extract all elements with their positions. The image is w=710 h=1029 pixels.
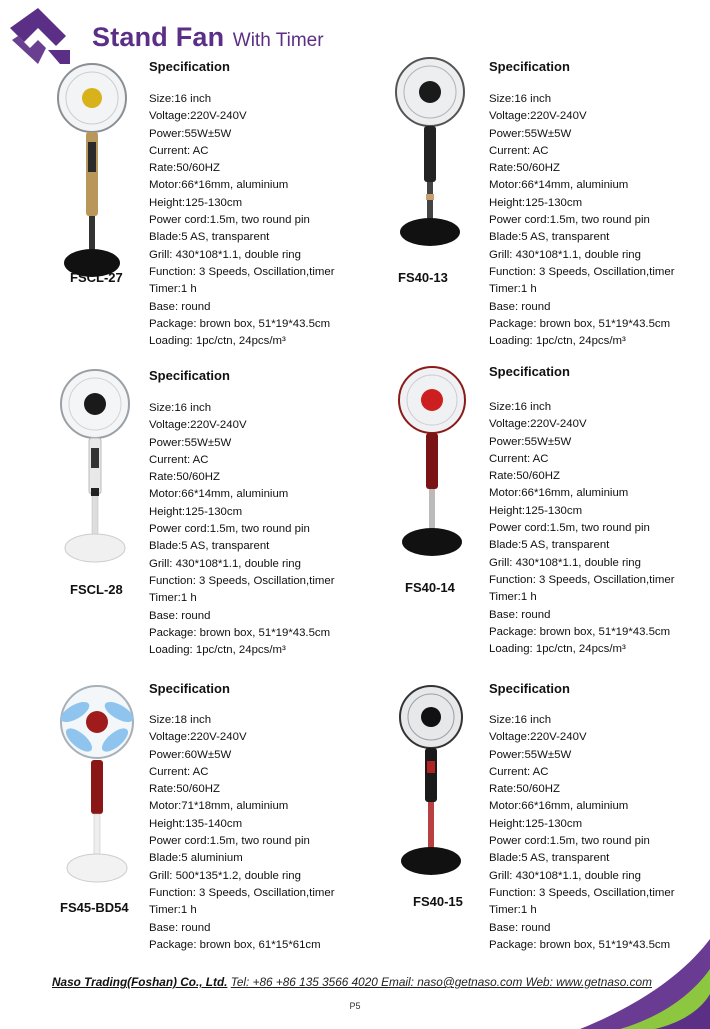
spec-item: Loading: 1pc/ctn, 24pcs/m³ xyxy=(149,335,286,348)
spec-item: Voltage:220V-240V xyxy=(149,419,247,432)
spec-item: Package: brown box, 61*15*61cm xyxy=(149,938,321,951)
spec-item: Timer:1 h xyxy=(489,591,537,604)
spec-item: Height:125-130cm xyxy=(489,196,583,209)
spec-item: Function: 3 Speeds, Oscillation,timer xyxy=(489,886,675,899)
spec-item: Power:60W±5W xyxy=(149,748,232,761)
spec-list xyxy=(149,400,335,659)
spec-item: Package: brown box, 51*19*43.5cm xyxy=(489,625,671,638)
spec-item: Size:16 inch xyxy=(489,714,552,726)
spec-item: Function: 3 Speeds, Oscillation,timer xyxy=(149,886,335,899)
spec-item: Power:55W±5W xyxy=(149,127,232,140)
spec-item: Grill: 430*108*1.1, double ring xyxy=(489,248,641,261)
spec-item: Motor:66*14mm, aluminium xyxy=(489,179,629,192)
spec-item: Package: brown box, 51*19*43.5cm xyxy=(149,626,331,639)
spec-item: Grill: 500*135*1.2, double ring xyxy=(149,869,301,882)
spec-item: Motor:66*16mm, aluminium xyxy=(489,487,629,500)
spec-item: Rate:50/60HZ xyxy=(149,162,220,175)
spec-item: Height:135-140cm xyxy=(149,817,243,830)
page-title-sub: With Timer xyxy=(232,30,324,51)
spec-item: Timer:1 h xyxy=(149,592,197,605)
spec-list xyxy=(489,399,675,658)
spec-item: Size:16 inch xyxy=(489,93,552,105)
model-name: FSCL-27 xyxy=(70,270,123,285)
spec-item: Current: AC xyxy=(489,765,549,778)
spec-item: Rate:50/60HZ xyxy=(149,783,220,796)
spec-item: Size:16 inch xyxy=(149,402,212,414)
spec-item: Height:125-130cm xyxy=(149,505,243,518)
spec-item: Loading: 1pc/ctn, 24pcs/m³ xyxy=(489,335,626,348)
spec-item: Timer:1 h xyxy=(489,283,537,296)
spec-item: Height:125-130cm xyxy=(489,817,583,830)
spec-item: Current: AC xyxy=(489,144,549,157)
spec-item: Base: round xyxy=(489,608,551,621)
spec-item: Grill: 430*108*1.1, double ring xyxy=(149,248,301,261)
spec-item: Rate:50/60HZ xyxy=(489,162,560,175)
spec-item: Package: brown box, 51*19*43.5cm xyxy=(149,317,331,330)
spec-item: Blade:5 AS, transparent xyxy=(149,231,270,244)
spec-item: Rate:50/60HZ xyxy=(489,470,560,483)
spec-item: Function: 3 Speeds, Oscillation,timer xyxy=(489,265,675,278)
spec-item: Voltage:220V-240V xyxy=(149,731,247,744)
spec-heading: Specification xyxy=(489,364,570,379)
spec-item: Blade:5 AS, transparent xyxy=(149,540,270,553)
spec-list xyxy=(489,712,675,954)
page-title-main: Stand Fan xyxy=(92,22,225,52)
spec-item: Size:18 inch xyxy=(149,714,212,726)
spec-item: Current: AC xyxy=(149,765,209,778)
spec-item: Function: 3 Speeds, Oscillation,timer xyxy=(149,265,335,278)
spec-item: Base: round xyxy=(149,921,211,934)
spec-item: Timer:1 h xyxy=(149,283,197,296)
spec-item: Size:16 inch xyxy=(149,93,212,105)
spec-item: Voltage:220V-240V xyxy=(489,731,587,744)
spec-item: Height:125-130cm xyxy=(149,196,243,209)
spec-item: Rate:50/60HZ xyxy=(149,471,220,484)
spec-item: Size:16 inch xyxy=(489,401,552,413)
spec-item: Package: brown box, 51*19*43.5cm xyxy=(489,938,671,951)
spec-heading: Specification xyxy=(489,59,570,74)
spec-item: Blade:5 AS, transparent xyxy=(489,539,610,552)
model-name: FS40-14 xyxy=(405,580,455,595)
spec-item: Power cord:1.5m, two round pin xyxy=(149,214,310,227)
spec-item: Voltage:220V-240V xyxy=(149,110,247,123)
spec-item: Power:55W±5W xyxy=(489,748,572,761)
spec-item: Blade:5 aluminium xyxy=(149,852,243,865)
footer-contact-line xyxy=(52,975,652,989)
spec-item: Power:55W±5W xyxy=(489,127,572,140)
spec-item: Current: AC xyxy=(149,144,209,157)
spec-item: Loading: 1pc/ctn, 24pcs/m³ xyxy=(489,643,626,656)
spec-item: Base: round xyxy=(489,300,551,313)
spec-item: Package: brown box, 51*19*43.5cm xyxy=(489,317,671,330)
spec-item: Voltage:220V-240V xyxy=(489,418,587,431)
spec-item: Current: AC xyxy=(149,453,209,466)
spec-list xyxy=(489,91,675,350)
spec-item: Rate:50/60HZ xyxy=(489,783,560,796)
spec-item: Motor:66*14mm, aluminium xyxy=(149,488,289,501)
spec-item: Power:55W±5W xyxy=(149,436,232,449)
spec-item: Voltage:220V-240V xyxy=(489,110,587,123)
spec-item: Base: round xyxy=(149,609,211,622)
model-name: FS40-13 xyxy=(398,270,448,285)
spec-heading: Specification xyxy=(149,59,230,74)
spec-item: Power cord:1.5m, two round pin xyxy=(149,523,310,536)
spec-item: Height:125-130cm xyxy=(489,504,583,517)
model-name: FS40-15 xyxy=(413,894,463,909)
spec-item: Power:55W±5W xyxy=(489,435,572,448)
spec-heading: Specification xyxy=(149,681,230,696)
spec-item: Function: 3 Speeds, Oscillation,timer xyxy=(489,573,675,586)
spec-item: Power cord:1.5m, two round pin xyxy=(489,214,650,227)
spec-item: Power cord:1.5m, two round pin xyxy=(149,835,310,848)
spec-heading: Specification xyxy=(489,681,570,696)
spec-item: Motor:71*18mm, aluminium xyxy=(149,800,289,813)
spec-item: Timer:1 h xyxy=(489,904,537,917)
spec-item: Function: 3 Speeds, Oscillation,timer xyxy=(149,574,335,587)
spec-item: Base: round xyxy=(149,300,211,313)
footer-contact: Tel: +86 +86 135 3566 4020 Email: naso@getnaso.com Web: www.getnaso.com xyxy=(230,975,652,989)
model-name: FS45-BD54 xyxy=(60,900,129,915)
spec-item: Timer:1 h xyxy=(149,904,197,917)
spec-item: Grill: 430*108*1.1, double ring xyxy=(489,869,641,882)
spec-item: Loading: 1pc/ctn, 24pcs/m³ xyxy=(149,644,286,657)
spec-item: Blade:5 AS, transparent xyxy=(489,231,610,244)
spec-item: Blade:5 AS, transparent xyxy=(489,852,610,865)
spec-list xyxy=(149,712,335,954)
spec-item: Base: round xyxy=(489,921,551,934)
spec-item: Motor:66*16mm, aluminium xyxy=(149,179,289,192)
footer-company: Naso Trading(Foshan) Co., Ltd. xyxy=(52,975,228,989)
spec-item: Grill: 430*108*1.1, double ring xyxy=(149,557,301,570)
spec-heading: Specification xyxy=(149,368,230,383)
spec-item: Grill: 430*108*1.1, double ring xyxy=(489,556,641,569)
page-number: P5 xyxy=(349,1001,361,1011)
spec-item: Power cord:1.5m, two round pin xyxy=(489,522,650,535)
model-name: FSCL-28 xyxy=(70,582,123,597)
spec-item: Current: AC xyxy=(489,452,549,465)
spec-item: Motor:66*16mm, aluminium xyxy=(489,800,629,813)
spec-item: Power cord:1.5m, two round pin xyxy=(489,835,650,848)
